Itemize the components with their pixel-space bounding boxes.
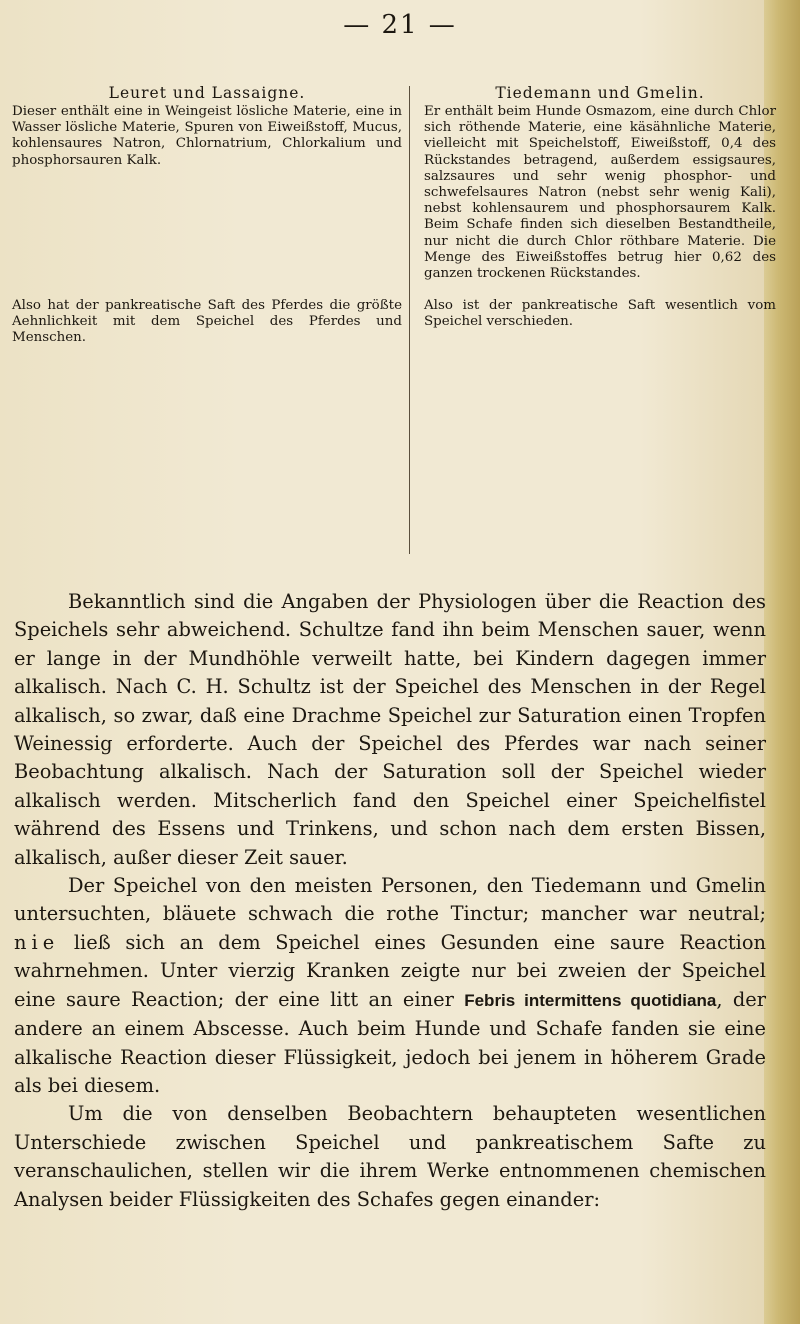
right-column-para2: Also ist der pankreatische Saft wesentlich vom Speichel verschieden. [424,298,776,330]
right-column-para1: Er enthält beim Hunde Osmazom, eine durch Chlor sich röthende Materie, eine käsähnliche Materie, vielleicht mit Speichelstoff, Eiweißstoff, 0,4 des Rückstandes betragend, außerdem essigsaures, salzsaures und sehr wenig phosphor- und schwefelsaures Natron (nebst sehr wenig Kali), nebst kohlensaurem und phosphorsaurem Kalk. Beim Schafe finden sich dieselben Bestandtheile, nur nicht die durch Chlor röthbare Materie. Die Menge des Eiweißstoffes betrug hier 0,62 des ganzen trockenen Rückstandes. [424,104,776,282]
column-divider [409,86,410,554]
main-para2-middle: ließ sich an dem Speichel eines Gesunden eine saure Reaction wahrnehmen. Unter vierzig Kranken zeigte nur bei zweien der Speichel eine saure Reaction; der eine litt an einer [14,930,766,1011]
main-para2 [14,872,766,1100]
main-para3: Um die von denselben Beobachtern behaupteten wesentlichen Unterschiede zwischen Speichel und pankreatischem Safte zu veranschaulichen, stellen wir die ihrem Werke entnommenen chemischen Analysen beider Flüssigkeiten des Schafes gegen einander: [14,1102,766,1211]
main-text [14,588,766,1214]
left-column-para2: Also hat der pankreatische Saft des Pferdes die größte Aehnlichkeit mit dem Speichel des Pferdes und Menschen. [12,298,402,346]
left-column-heading: Leuret und Lassaigne. [108,84,306,102]
left-column-para1: Dieser enthält eine in Weingeist lösliche Materie, eine in Wasser lösliche Materie, Spuren von Eiweißstoff, Mucus, kohlensaures Natron, Chlornatrium, Chlorkalium und phosphorsauren Kalk. [12,104,402,168]
latin-term: Febris intermittens quotidiana [464,990,717,1010]
main-para2-start: Der Speichel von den meisten Personen, den Tiedemann und Gmelin untersuchten, bläuete schwach die rothe Tinctur; mancher war neutral; [14,874,766,926]
right-column-heading: Tiedemann und Gmelin. [495,84,705,102]
page-number: — 21 — [343,10,457,40]
main-para1: Bekanntlich sind die Angaben der Physiologen über die Reaction des Speichels sehr abweichend. Schultze fand ihn beim Menschen sauer, wenn er lange in der Mundhöhle verweilt hatte, bei Kindern dagegen immer alkalisch. Nach C. H. Schultz ist der Speichel des Menschen in der Regel alkalisch, so zwar, daß eine Drachme Speichel zur Saturation einen Tropfen Weinessig erforderte. Auch der Speichel des Pferdes war nach seiner Beobachtung alkalisch. Nach der Saturation soll der Speichel wieder alkalisch werden. Mitscherlich fand den Speichel einer Speichelfistel während des Essens und Trinkens, und schon nach dem ersten Bissen, alkalisch, außer dieser Zeit sauer. [14,590,766,869]
emphasis-spaced: nie [14,930,60,954]
left-column [12,84,402,346]
main-para2-end: , der andere an einem Abscesse. Auch beim Hunde und Schafe fanden sie eine alkalische Reaction dieser Flüssigkeit, jedoch bei jenem in höherem Grade als bei diesem. [14,987,766,1097]
right-column [424,84,776,330]
